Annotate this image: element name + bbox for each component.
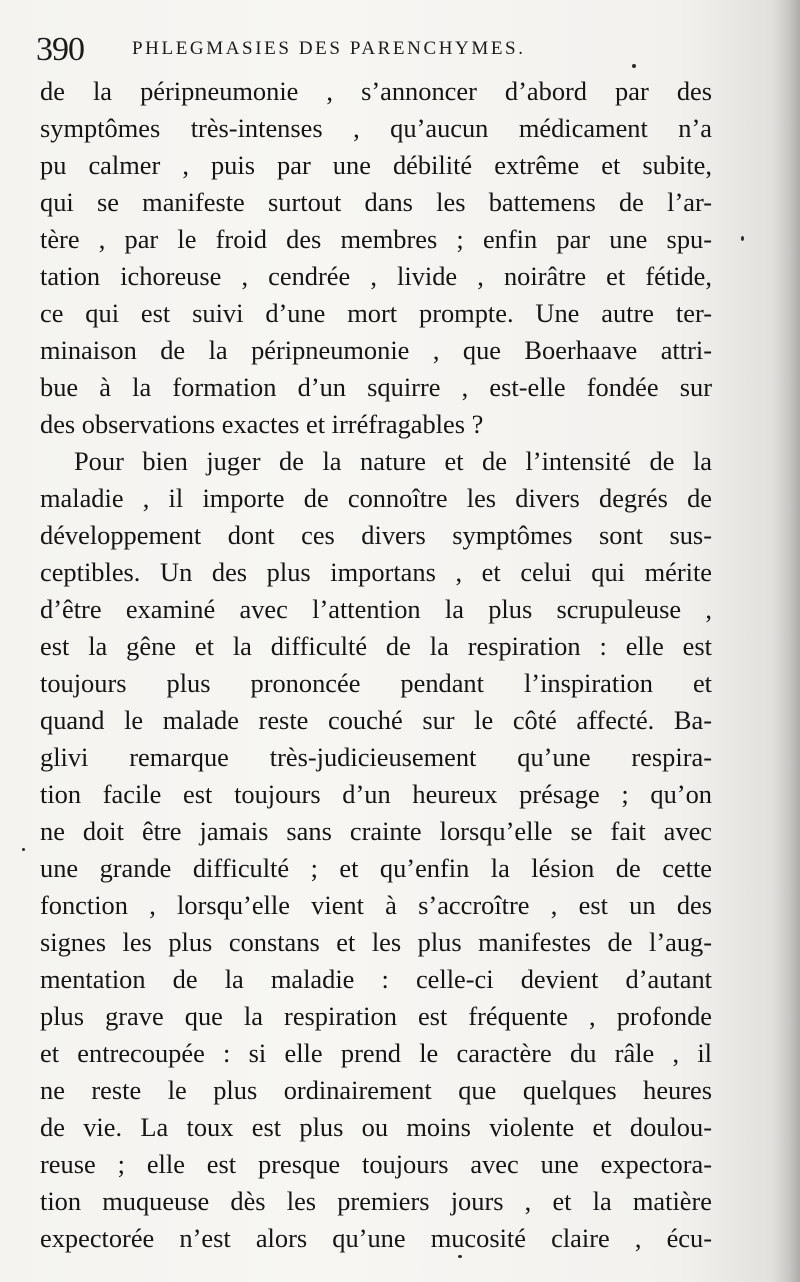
- text-line: ne doit être jamais sans crainte lorsqu’elle se fait avec: [40, 816, 712, 846]
- ink-speck: [22, 848, 25, 851]
- text-line: tion muqueuse dès les premiers jours , et la matière: [40, 1186, 712, 1216]
- text-line: pu calmer , puis par une débilité extrême et subite,: [40, 150, 712, 180]
- text-line: ceptibles. Un des plus importans , et celui qui mérite: [40, 557, 712, 587]
- text-line: fonction , lorsqu’elle vient à s’accroître , est un des: [40, 890, 712, 920]
- text-line: tion facile est toujours d’un heureux présage ; qu’on: [40, 779, 712, 809]
- text-line: plus grave que la respiration est fréquente , profonde: [40, 1001, 712, 1031]
- text-line: minaison de la péripneumonie , que Boerhaave attri-: [40, 335, 712, 365]
- ink-speck: [741, 236, 744, 241]
- page-gutter-shadow: [774, 0, 800, 1282]
- text-line: de vie. La toux est plus ou moins violente et doulou-: [40, 1112, 712, 1142]
- text-line: toujours plus prononcée pendant l’inspiration et: [40, 668, 712, 698]
- text-line: de la péripneumonie , s’annoncer d’abord par des: [40, 76, 712, 106]
- text-line: expectorée n’est alors qu’une mucosité claire , écu-: [40, 1223, 712, 1253]
- paragraph-first-line: Pour bien juger de la nature et de l’intensité de la: [74, 446, 712, 476]
- text-line: est la gêne et la difficulté de la respiration : elle est: [40, 631, 712, 661]
- text-line: tation ichoreuse , cendrée , livide , noirâtre et fétide,: [40, 261, 712, 291]
- text-line: des observations exactes et irréfragables ?: [40, 409, 484, 439]
- text-line: ne reste le plus ordinairement que quelques heures: [40, 1075, 712, 1105]
- text-line: symptômes très-intenses , qu’aucun médicament n’a: [40, 113, 712, 143]
- text-line: qui se manifeste surtout dans les battemens de l’ar-: [40, 187, 712, 217]
- text-line: glivi remarque très-judicieusement qu’une respira-: [40, 742, 712, 772]
- text-line: d’être examiné avec l’attention la plus scrupuleuse ,: [40, 594, 712, 624]
- text-line: mentation de la maladie : celle-ci devient d’autant: [40, 964, 712, 994]
- running-head: [36, 30, 736, 70]
- text-line: tère , par le froid des membres ; enfin par une spu-: [40, 224, 712, 254]
- text-line: bue à la formation d’un squirre , est-elle fondée sur: [40, 372, 712, 402]
- page-number: 390: [36, 31, 84, 68]
- running-title: PHLEGMASIES DES PARENCHYMES.: [132, 38, 526, 59]
- ink-speck: [458, 1255, 462, 1258]
- text-line: signes les plus constans et les plus manifestes de l’aug-: [40, 927, 712, 957]
- body-text: [40, 73, 712, 1257]
- text-line: reuse ; elle est presque toujours avec une expectora-: [40, 1149, 712, 1179]
- text-line: maladie , il importe de connoître les divers degrés de: [40, 483, 712, 513]
- text-line: quand le malade reste couché sur le côté affecté. Ba-: [40, 705, 712, 735]
- ink-speck: [632, 64, 636, 68]
- text-line: une grande difficulté ; et qu’enfin la lésion de cette: [40, 853, 712, 883]
- text-line: développement dont ces divers symptômes sont sus-: [40, 520, 712, 550]
- text-line: ce qui est suivi d’une mort prompte. Une autre ter-: [40, 298, 712, 328]
- text-line: et entrecoupée : si elle prend le caractère du râle , il: [40, 1038, 712, 1068]
